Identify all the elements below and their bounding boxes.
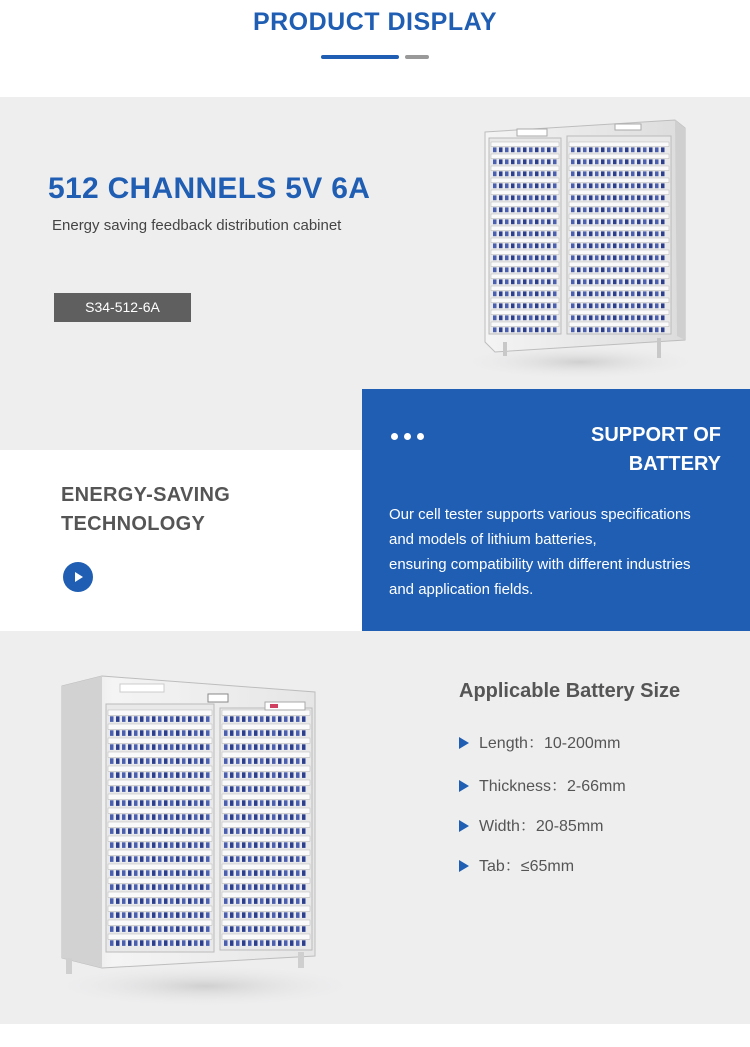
product-title: 512 CHANNELS 5V 6A: [48, 172, 371, 205]
model-badge: S34-512-6A: [54, 293, 191, 322]
support-body-line: and models of lithium batteries,: [389, 531, 597, 548]
support-body-line: ensuring compatibility with different industries: [389, 556, 691, 573]
support-description: [389, 502, 729, 602]
size-item-label: Tab：≤65mm: [479, 858, 575, 875]
support-title-line2: BATTERY: [628, 453, 721, 475]
play-icon: [63, 562, 93, 592]
energy-saving-title: [61, 481, 230, 539]
size-item-length: [459, 730, 620, 753]
play-button[interactable]: [63, 562, 93, 592]
size-item-label: Width：20-85mm: [479, 818, 604, 835]
cabinet-image-top: [445, 112, 705, 387]
size-item-label: Length：10-200mm: [479, 735, 621, 752]
support-body-line: Our cell tester supports various specifications: [389, 506, 691, 523]
energy-title-line2: TECHNOLOGY: [61, 513, 206, 535]
support-body-line: and application fields.: [389, 581, 534, 598]
size-item-label: Thickness：2-66mm: [479, 778, 626, 795]
product-subtitle: Energy saving feedback distribution cabinet: [52, 217, 342, 234]
cabinet-image-bottom: [40, 668, 370, 1018]
support-title: [540, 421, 721, 479]
energy-title-line1: ENERGY-SAVING: [61, 484, 231, 506]
battery-size-title: Applicable Battery Size: [459, 680, 681, 702]
title-underline-secondary: [405, 55, 429, 59]
title-underline-accent: [321, 55, 399, 59]
support-title-line1: SUPPORT OF: [590, 424, 721, 446]
page-title: PRODUCT DISPLAY: [252, 8, 498, 36]
triangle-bullet-icon: [459, 860, 469, 872]
energy-saving-section: [0, 450, 362, 631]
size-item-tab: [459, 853, 574, 876]
triangle-bullet-icon: [459, 737, 469, 749]
triangle-bullet-icon: [459, 820, 469, 832]
triangle-bullet-icon: [459, 780, 469, 792]
size-item-thickness: [459, 773, 626, 796]
dots-icon: [391, 427, 441, 435]
size-item-width: [459, 813, 603, 836]
